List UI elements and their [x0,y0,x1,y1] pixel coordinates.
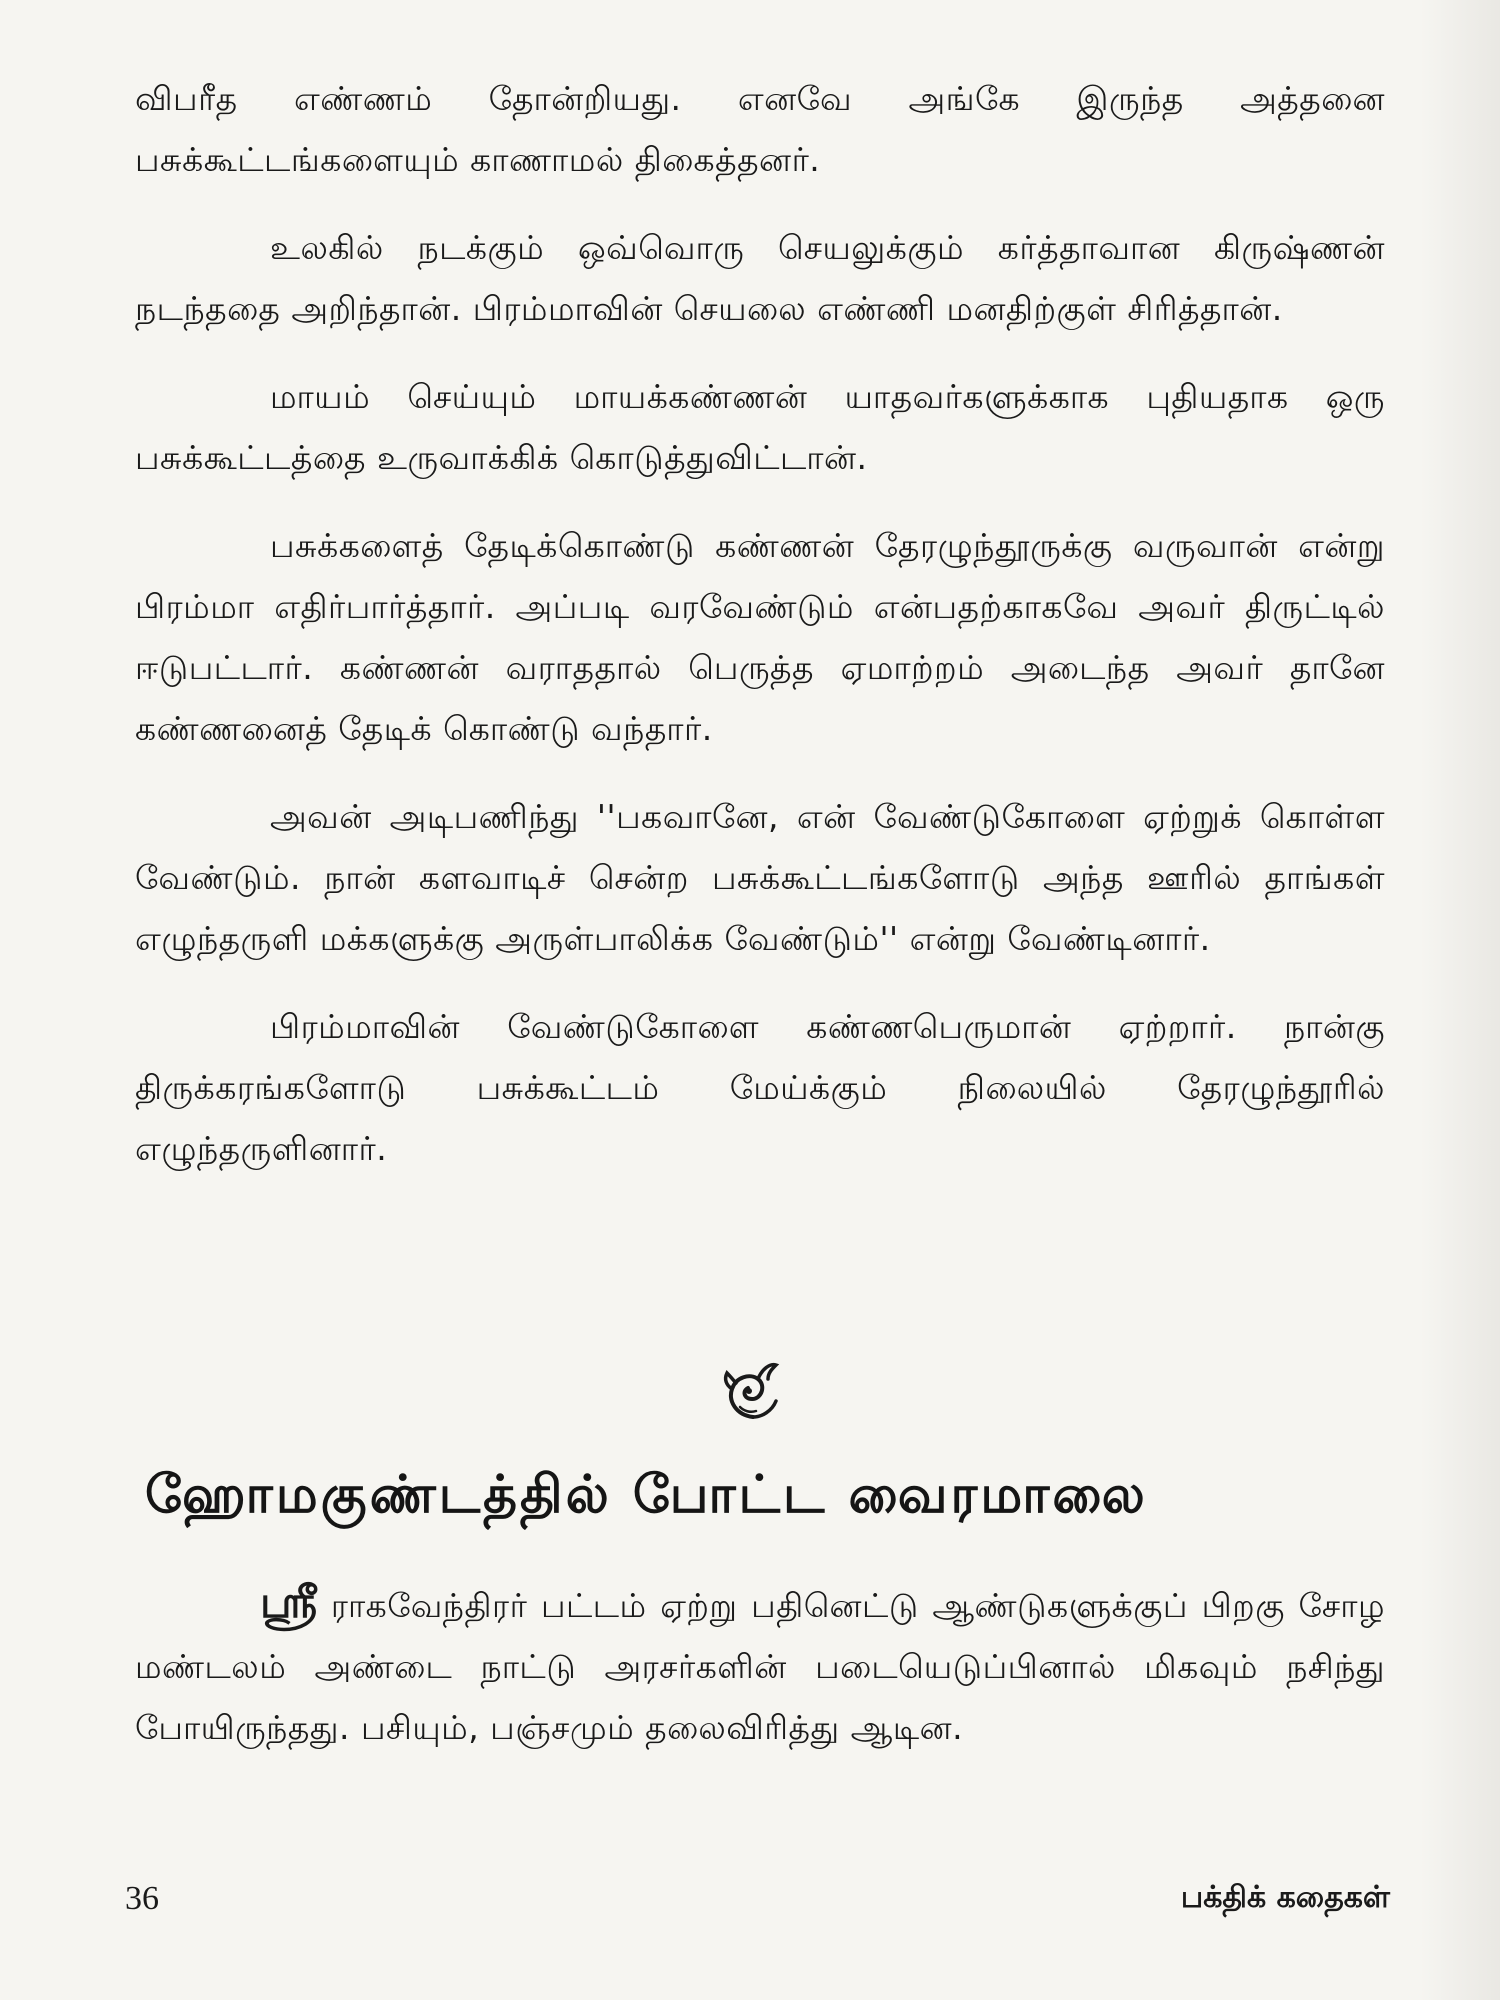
story-paragraph [135,1572,1385,1758]
paragraph-6: பிரம்மாவின் வேண்டுகோளை கண்ணபெருமான் ஏற்றார். நான்கு திருக்கரங்களோடு பசுக்கூட்டம் மேய்க்கும் நிலையில் தேரழுந்தூரில் எழுந்தருளினார். [135,1007,1385,1168]
page-footer [125,1880,1390,1930]
page-edge-shadow [1420,0,1500,2000]
paragraph-5: அவன் அடிபணிந்து ''பகவானே, என் வேண்டுகோளை ஏற்றுக் கொள்ள வேண்டும். நான் களவாடிச் சென்ற பசுக்கூட்டங்களோடு அந்த ஊரில் தாங்கள் எழுந்தருளி மக்களுக்கு அருள்பாலிக்க வேண்டும்'' என்று வேண்டினார். [135,797,1385,958]
lead-word: ஸ்ரீ [260,1577,318,1628]
previous-story-text [135,68,1385,1206]
page-number: 36 [125,1880,159,1917]
floral-ornament-icon [718,1355,788,1425]
story-body: ராகவேந்திரர் பட்டம் ஏற்று பதினெட்டு ஆண்டுகளுக்குப் பிறகு சோழ மண்டலம் அண்டை நாட்டு அரசர்களின் படையெடுப்பினால் மிகவும் நசிந்து போயிருந்தது. பசியும், பஞ்சமும் தலைவிரித்து ஆடின. [135,1586,1385,1747]
paragraph-3: மாயம் செய்யும் மாயக்கண்ணன் யாதவர்களுக்காக புதியதாக ஒரு பசுக்கூட்டத்தை உருவாக்கிக் கொடுத்துவிட்டான். [135,377,1385,477]
paragraph-1: விபரீத எண்ணம் தோன்றியது. எனவே அங்கே இருந்த அத்தனை பசுக்கூட்டங்களையும் காணாமல் திகைத்தனர். [135,79,1385,179]
paragraph-2: உலகில் நடக்கும் ஒவ்வொரு செயலுக்கும் கர்த்தாவான கிருஷ்ணன் நடந்ததை அறிந்தான். பிரம்மாவின் செயலை எண்ணி மனதிற்குள் சிரித்தான். [135,228,1385,328]
book-title: பக்திக் கதைகள் [1180,1880,1390,1915]
story-heading: ஹோமகுண்டத்தில் போட்ட வைரமாலை [145,1465,1148,1525]
paragraph-4: பசுக்களைத் தேடிக்கொண்டு கண்ணன் தேரழுந்தூருக்கு வருவான் என்று பிரம்மா எதிர்பார்த்தார். அப்படி வரவேண்டும் என்பதற்காகவே அவர் திருட்டில் ஈடுபட்டார். கண்ணன் வராததால் பெருத்த ஏமாற்றம் அடைந்த அவர் தானே கண்ணனைத் தேடிக் கொண்டு வந்தார். [135,526,1385,748]
new-story-text [135,1572,1385,1758]
